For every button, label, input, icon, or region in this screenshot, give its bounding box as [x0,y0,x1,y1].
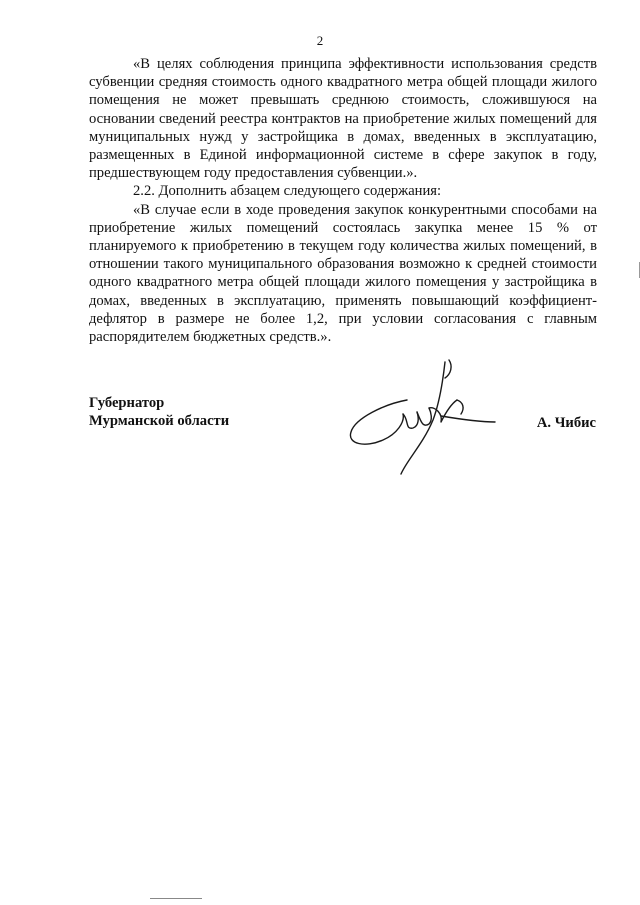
document-body [89,55,597,346]
footer-divider [150,898,202,899]
signatory-region: Мурманской области [89,413,230,430]
signatory-name: А. Чибис [536,415,596,431]
signatory-title: Губернатор [89,395,165,411]
paragraph-item-2-2: 2.2. Дополнить абзацем следующего содержания: [133,183,442,200]
signatory-position [89,394,229,431]
handwritten-signature [345,356,505,476]
paragraph-quote-deflator: «В случае если в ходе проведения закупок конкурентными способами на приобретение жилых помещений состоялась закупка менее 15 % от планируемого к приобретению в текущем году количества жилых помещений, в отношении такого муниципального образования возможно к средней стоимости одного квадратного метра общей площади жилого помещения у застройщика в домах, введенных в эксплуатацию, применять повышающий коэффициент-дефлятор в размере не более 1,2, при условии согласования с главным распорядителем бюджетных средств.». [89,201,597,346]
paragraph-quote-subsidy-efficiency: «В целях соблюдения принципа эффективности использования средств субвенции средняя стоимость одного квадратного метра общей площади жилого помещения не может превышать среднюю стоимость, сложившуюся на основании сведений реестра контрактов на приобретение жилых помещений для муниципальных нужд у застройщика в домах, введенных в эксплуатацию, размещенных в Единой информационной системе в сфере закупок в году, предшествующем году предоставления субвенции.». [89,56,597,182]
page-number: 2 [316,33,324,48]
